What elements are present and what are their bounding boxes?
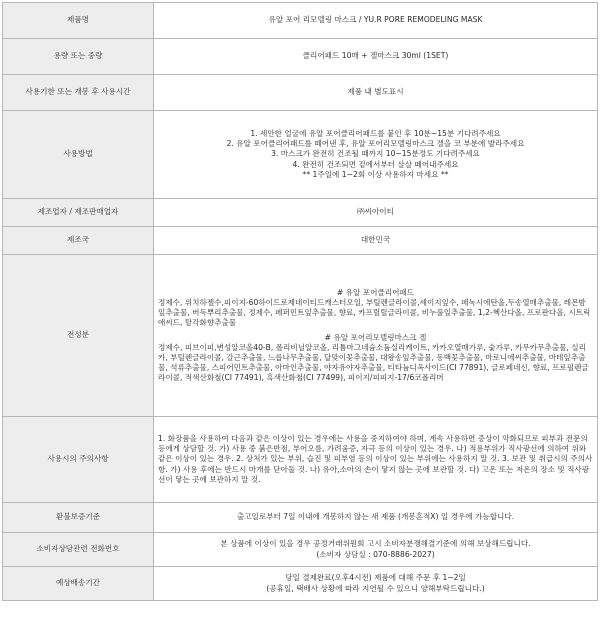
row-consumer xyxy=(3,533,598,567)
row-volume xyxy=(3,39,598,75)
mask-ingredients-title: # 유알 포어리모델링마스크 겔 xyxy=(324,332,427,342)
shipping-line-2: (공휴일, 택배사 상황에 따라 지연될 수 있으니 양해부탁드립니다.) xyxy=(266,583,485,593)
value-usage xyxy=(154,111,598,199)
label-ingredients: 전성분 xyxy=(3,255,154,417)
value-refund: 출고일로부터 7일 이내에 개봉하지 않는 새 제품 (개봉흔적X) 일 경우에 가능합니다. xyxy=(154,503,598,533)
pad-ingredients-title: # 유알 포어클리어패드 xyxy=(336,287,415,297)
consumer-line-1: 본 상품에 이상이 있을 경우 공정거래위원회 고시 소비자분쟁해결기준에 의해 보상해드립니다. xyxy=(220,539,531,549)
mask-ingredients-text: 정제수, 피브이피,변성알코올40-B, 폴리비닐알코올, 리튬마그네슘소듐실리케이트, 카카오열매가루, 숯가루, 카무카무추출물, 실리카, 부틸렌글라이콜, 갈근추출물, 느릅나무추출물, 달맞이꽃추출물, 대왕송잎추출물, 동백꽃추출물, 마로니에씨추출물, 마테잎추출물, 석류추출물, 스피어민트추출물, 아마인추출물, 야자유야자추출물, 티타늄디옥사이드(CI 77891), 글로페네신, 향료, 프로필렌글라이콜, 적색산화철(CI 77491), 흑색산화철(CI 77499), 피이지/피피지-17/6코폴리머 xyxy=(158,343,589,383)
label-volume: 용량 또는 중량 xyxy=(3,39,154,75)
usage-step-4: 4. 완전히 건조되면 겉에서부터 살살 떼어내주세요 xyxy=(292,159,459,169)
row-ingredients xyxy=(3,255,598,417)
value-shipping xyxy=(154,567,598,601)
label-expiry: 사용기한 또는 개봉 후 사용시간 xyxy=(3,75,154,111)
label-usage: 사용방법 xyxy=(3,111,154,199)
label-caution: 사용시의 주의사항 xyxy=(3,417,154,503)
value-expiry: 제품 내 별도표시 xyxy=(154,75,598,111)
label-consumer: 소비자상담관련 전화번호 xyxy=(3,533,154,567)
value-caution: 1. 화장품을 사용하여 다음과 같은 이상이 있는 경우에는 사용을 중지하여야 하며, 계속 사용하면 증상이 악화되므로 피부과 전문의 등에게 상담할 것. 가) 사용 중 붉은반점, 부어오름, 가려움증, 자극 등의 이상이 있는 경우. 나) 적용부위가 직사광선에 의하여 위와 같은 이상이 있는 경우. 2. 상처가 있는 부위, 습진 및 피부염 등의 이상이 있는 부위에는 사용하지 말 것. 3. 보관 및 취급시의 주의사항. 가) 사용 후에는 반드시 마개를 닫아둘 것. 나) 유아,소아의 손이 닿지 않는 곳에 보관할 것. 다) 고온 또는 저온의 장소 및 직사광선이 닿는 곳에 보관하지 말 것. xyxy=(154,417,598,503)
row-expiry xyxy=(3,75,598,111)
row-product-name xyxy=(3,3,598,39)
value-volume: 클리어패드 10매 + 겔마스크 30ml (1SET) xyxy=(154,39,598,75)
value-country: 대한민국 xyxy=(154,227,598,255)
value-consumer xyxy=(154,533,598,567)
row-refund xyxy=(3,503,598,533)
label-product-name: 제품명 xyxy=(3,3,154,39)
usage-step-2: 2. 유알 포어클리어패드를 떼어낸 후, 유알 포어리모델링마스크 겔을 코 부분에 발라주세요 xyxy=(226,139,525,149)
consumer-phone: (소비자 상담실 : 070-8886-2027) xyxy=(316,549,435,559)
usage-step-1: 1. 세안한 얼굴에 유알 포어클리어패드를 붙인 후 10분~15분 기다려주세요 xyxy=(250,129,501,139)
row-usage xyxy=(3,111,598,199)
usage-warning: ** 1주일에 1~2회 이상 사용하지 마세요 ** xyxy=(302,169,449,179)
row-manufacturer xyxy=(3,199,598,227)
row-caution xyxy=(3,417,598,503)
value-product-name: 유알 포어 리모델링 마스크 / YU.R PORE REMODELING MASK xyxy=(154,3,598,39)
usage-step-3: 3. 마스크가 완전히 건조될 때까지 10~15분정도 기다려주세요 xyxy=(271,149,480,159)
label-refund: 환불보증기준 xyxy=(3,503,154,533)
row-country xyxy=(3,227,598,255)
shipping-line-1: 당일 결제완료(오후4시전) 제품에 대해 주문 후 1~2일 xyxy=(285,573,466,583)
row-shipping xyxy=(3,567,598,601)
pad-ingredients-text: 정제수, 위치하젤수,피이지-60하이드로제네이티드캐스터오일, 부틸렌글라이콜,세이지잎수, 페녹시에탄올,두송열매추출물, 레몬밤잎추출물, 버독뿌리추출물, 정제수, 페퍼민트잎추출물, 향료, 카프릴릴글라이콜, 비누풀잎추출물, 1,2-헥산다올, 프로판다올, 시트릭애씨드, 탈각화향추출물 xyxy=(158,297,591,327)
value-ingredients xyxy=(154,255,598,417)
product-info-table xyxy=(2,2,598,601)
value-manufacturer: ㈜씨아이티 xyxy=(154,199,598,227)
label-manufacturer: 제조업자 / 제조판매업자 xyxy=(3,199,154,227)
label-shipping: 예상배송기간 xyxy=(3,567,154,601)
label-country: 제조국 xyxy=(3,227,154,255)
